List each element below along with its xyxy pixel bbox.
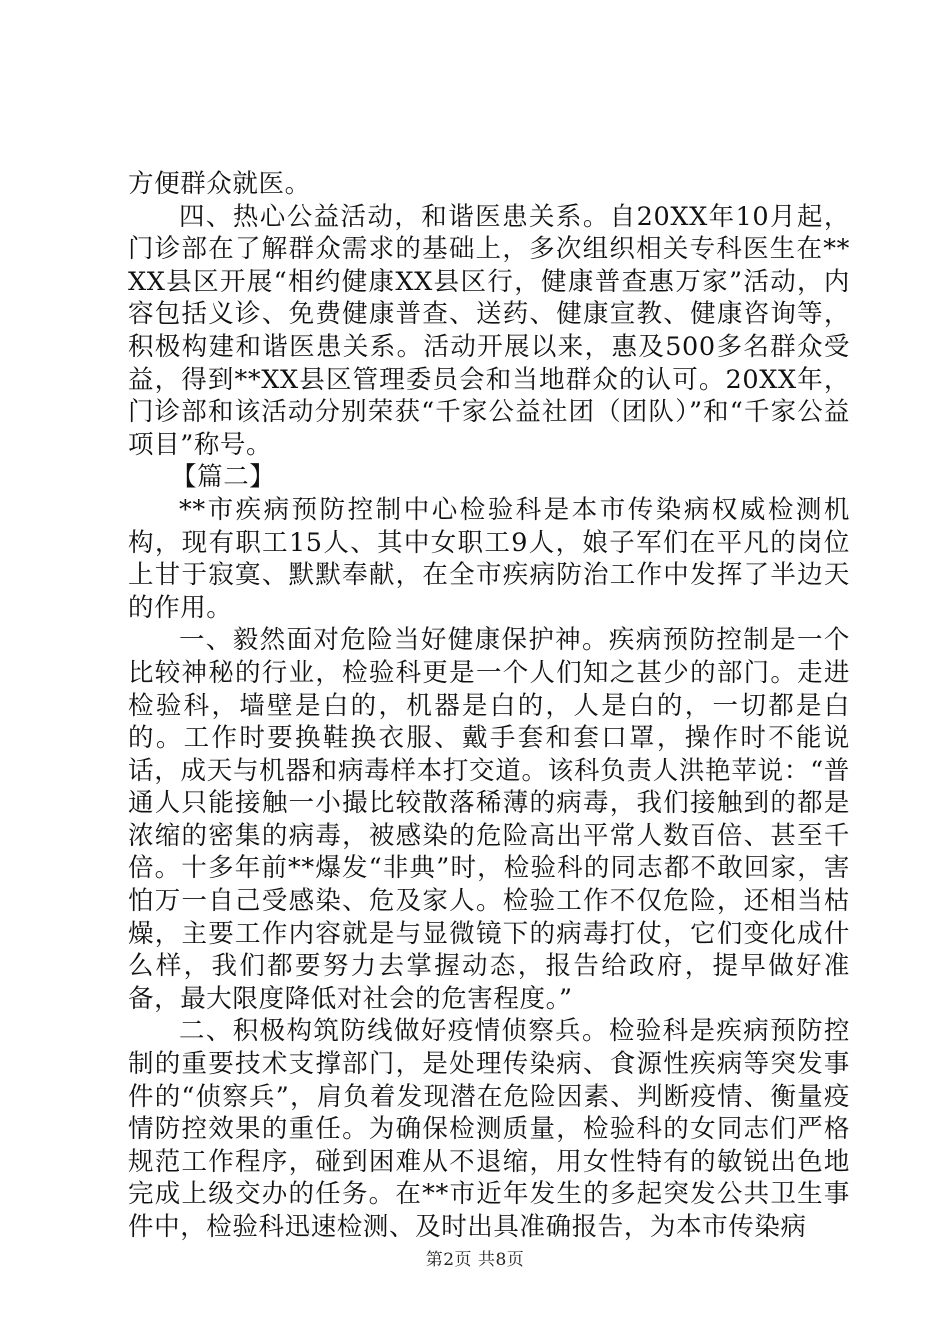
paragraph-intro-lab: **市疾病预防控制中心检验科是本市传染病权威检测机构，现有职工15人、其中女职工9人，娘子军们在平凡的岗位上甘于寂寞、默默奉献，在全市疾病防治工作中发挥了半边天的作用。 [128,494,850,623]
paragraph-section-four: 四、热心公益活动，和谐医患关系。自20XX年10月起，门诊部在了解群众需求的基础上，多次组织相关专科医生在**XX县区开展“相约健康XX县区行，健康普查惠万家”活动，内容包括义诊、免费健康普查、送药、健康宣教、健康咨询等，积极构建和谐医患关系。活动开展以来，惠及500多名群众受益，得到**XX县区管理委员会和当地群众的认可。20XX年，门诊部和该活动分别荣获“千家公益社团（团队）”和“千家公益项目”称号。 [128,201,850,460]
paragraph-section-two: 二、积极构筑防线做好疫情侦察兵。检验科是疾病预防控制的重要技术支撑部门，是处理传染病、食源性疾病等突发事件的“侦察兵”，肩负着发现潜在危险因素、判断疫情、衡量疫情防控效果的重任。为确保检测质量，检验科的女同志们严格规范工作程序，碰到困难从不退缩，用女性特有的敏锐出色地完成上级交办的任务。在**市近年发生的多起突发公共卫生事件中，检验科迅速检测、及时出具准确报告，为本市传染病 [128,1016,850,1242]
paragraph-section-one: 一、毅然面对危险当好健康保护神。疾病预防控制是一个比较神秘的行业，检验科更是一个人们知之甚少的部门。走进检验科，墙壁是白的，机器是白的，人是白的，一切都是白的。工作时要换鞋换衣服、戴手套和套口罩，操作时不能说话，成天与机器和病毒样本打交道。该科负责人洪艳苹说：“普通人只能接触一小撮比较散落稀薄的病毒，我们接触到的都是浓缩的密集的病毒，被感染的危险高出平常人数百倍、甚至千倍。十多年前**爆发“非典”时，检验科的同志都不敢回家，害怕万一自己受感染、危及家人。检验工作不仅危险，还相当枯燥，主要工作内容就是与显微镜下的病毒打仗，它们变化成什么样，我们都要努力去掌握动态，报告给政府，提早做好准备，最大限度降低对社会的危害程度。” [128,625,850,1014]
page-number-footer: 第2页 共8页 [425,1250,525,1270]
section-heading-part-two: 【篇二】 [171,462,276,493]
document-body [128,168,850,1244]
paragraph-continuation: 方便群众就医。 [128,169,311,199]
